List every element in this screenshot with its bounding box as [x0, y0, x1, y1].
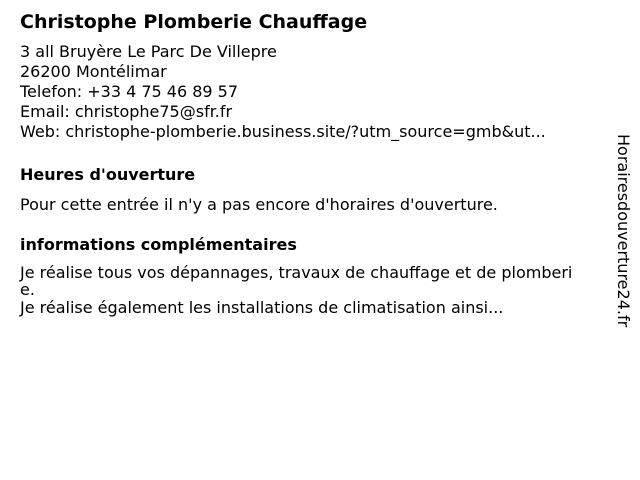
email-line: Email: christophe75@sfr.fr: [20, 102, 233, 121]
address-line-2: 26200 Montélimar: [20, 62, 167, 81]
business-name: Christophe Plomberie Chauffage: [20, 11, 368, 33]
hours-text: Pour cette entrée il n'y a pas encore d'horaires d'ouverture.: [20, 195, 498, 214]
info-heading: informations complémentaires: [20, 235, 297, 254]
hours-heading: Heures d'ouverture: [20, 165, 196, 184]
info-text-1: Je réalise tous vos dépannages, travaux de chauffage et de plomberie.: [20, 263, 573, 299]
web-line: Web: christophe-plomberie.business.site/?utm_source=gmb&ut...: [20, 122, 546, 141]
business-card: [20, 10, 600, 318]
info-text-2: Je réalise également les installations de climatisation ainsi...: [20, 298, 504, 317]
address-line-1: 3 all Bruyère Le Parc De Villepre: [20, 42, 277, 61]
phone-line: Telefon: +33 4 75 46 89 57: [20, 82, 239, 101]
brand-watermark: Horairesdouverture24.fr: [614, 134, 633, 328]
